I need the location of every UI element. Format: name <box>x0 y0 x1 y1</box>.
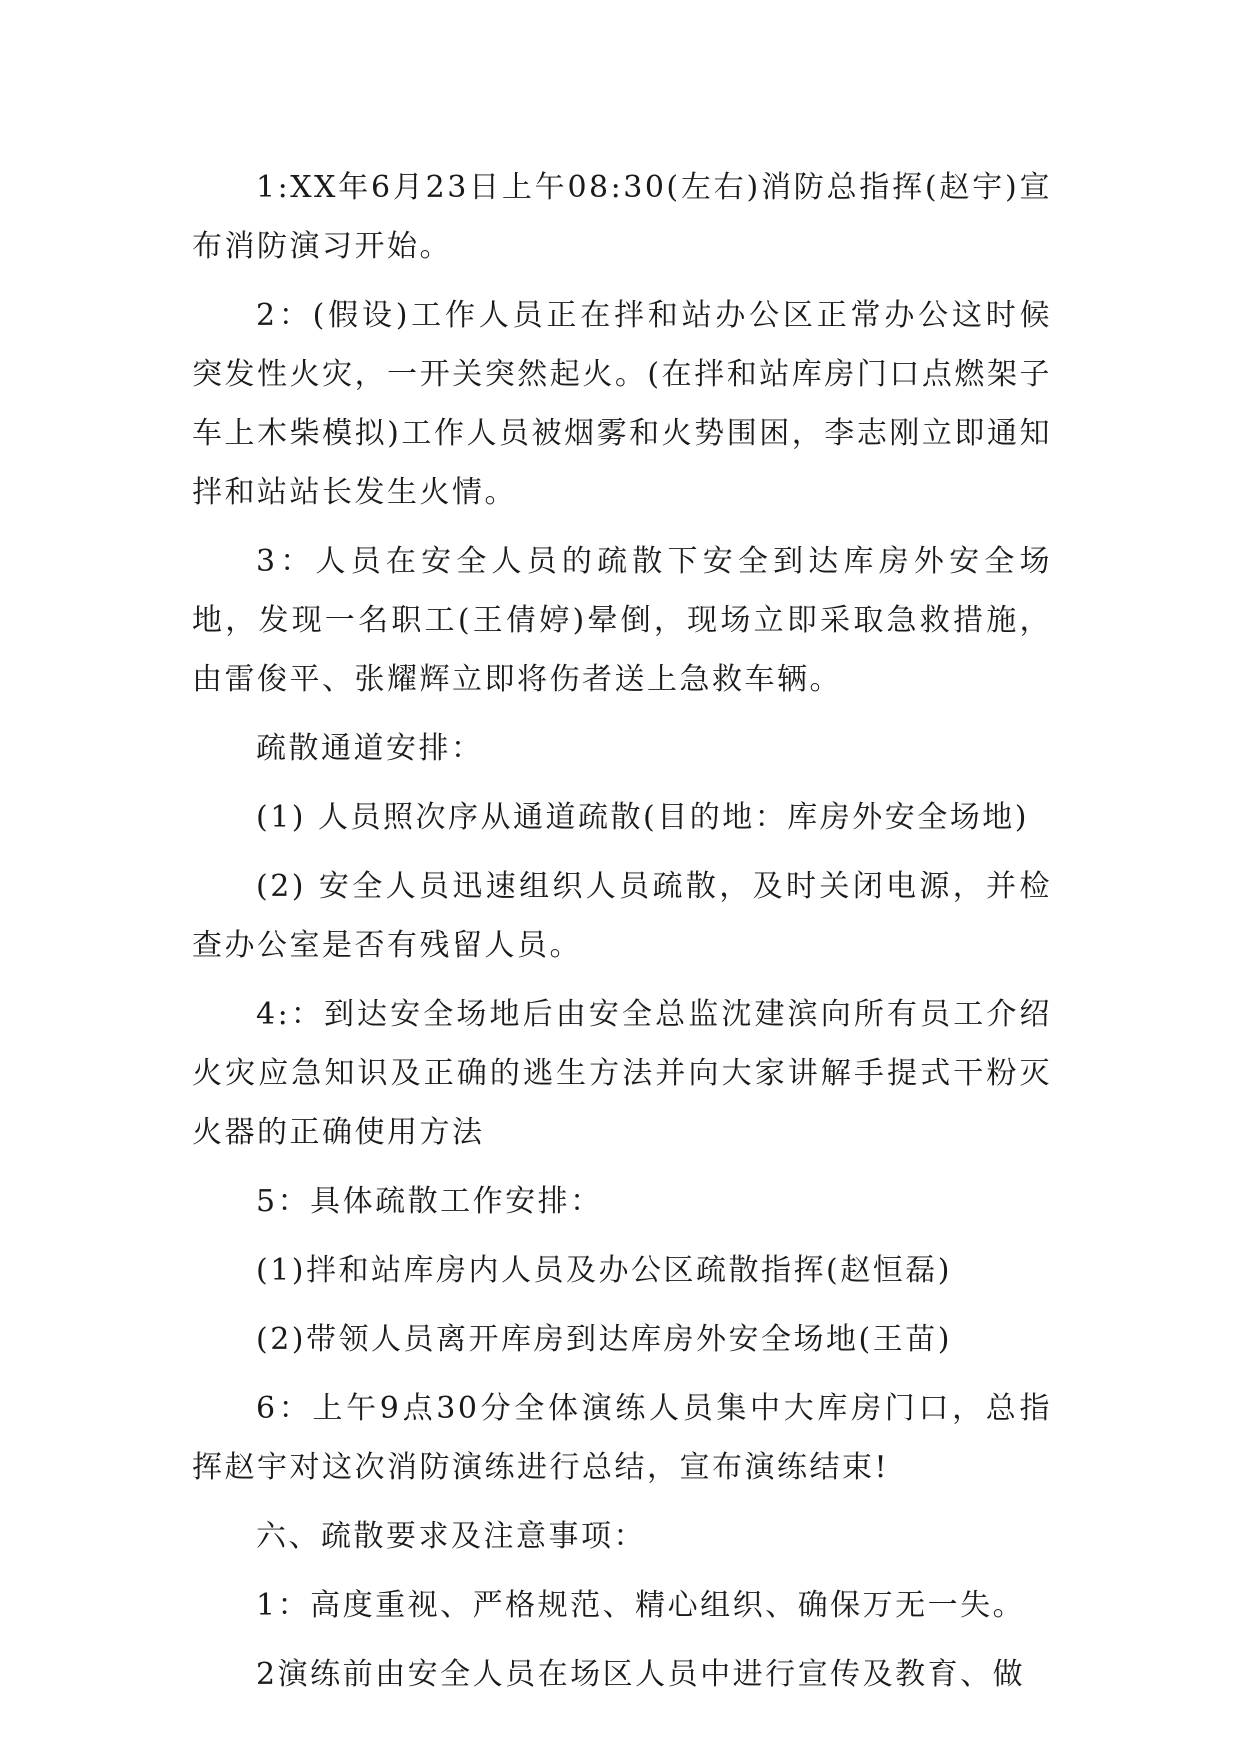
paragraph-evacuation-rescue: 3：人员在安全人员的疏散下安全到达库房外安全场地，发现一名职工(王倩婷)晕倒，现场立即采取急救措施，由雷俊平、张耀辉立即将伤者送上急救车辆。 <box>192 544 1052 697</box>
list-item-route-1: (1) 人员照次序从通道疏散(目的地：库房外安全场地) <box>256 800 1029 835</box>
section-heading-requirements: 六、疏散要求及注意事项： <box>256 1519 646 1554</box>
paragraph-drill-start: 1:XX年6月23日上午08:30(左右)消防总指挥(赵宇)宣布消防演习开始。 <box>192 170 1052 264</box>
list-item-duty-2: (2)带领人员离开库房到达库房外安全场地(王苗) <box>256 1322 952 1357</box>
paragraph-safety-briefing: 4:：到达安全场地后由安全总监沈建滨向所有员工介绍火灾应急知识及正确的逃生方法并向大家讲解手提式干粉灭火器的正确使用方法 <box>192 997 1052 1150</box>
paragraph-fire-scenario: 2：(假设)工作人员正在拌和站办公区正常办公这时候突发性火灾，一开关突然起火。(在拌和站库房门口点燃架子车上木柴模拟)工作人员被烟雾和火势围困，李志刚立即通知拌和站站长发生火情。 <box>192 298 1052 510</box>
heading-evacuation-route: 疏散通道安排： <box>256 731 484 766</box>
paragraph-drill-end: 6：上午9点30分全体演练人员集中大库房门口，总指挥赵宇对这次消防演练进行总结，宣布演练结束! <box>192 1391 1052 1485</box>
requirement-item-2: 2演练前由安全人员在场区人员中进行宣传及教育、做 <box>256 1657 1026 1692</box>
requirement-item-1: 1：高度重视、严格规范、精心组织、确保万无一失。 <box>256 1588 1026 1623</box>
document-body <box>192 158 1052 1714</box>
list-item-duty-1: (1)拌和站库房内人员及办公区疏散指挥(赵恒磊) <box>256 1253 952 1288</box>
list-item-route-2: (2) 安全人员迅速组织人员疏散，及时关闭电源，并检查办公室是否有残留人员。 <box>192 869 1052 963</box>
heading-evacuation-duties: 5：具体疏散工作安排： <box>256 1184 603 1219</box>
